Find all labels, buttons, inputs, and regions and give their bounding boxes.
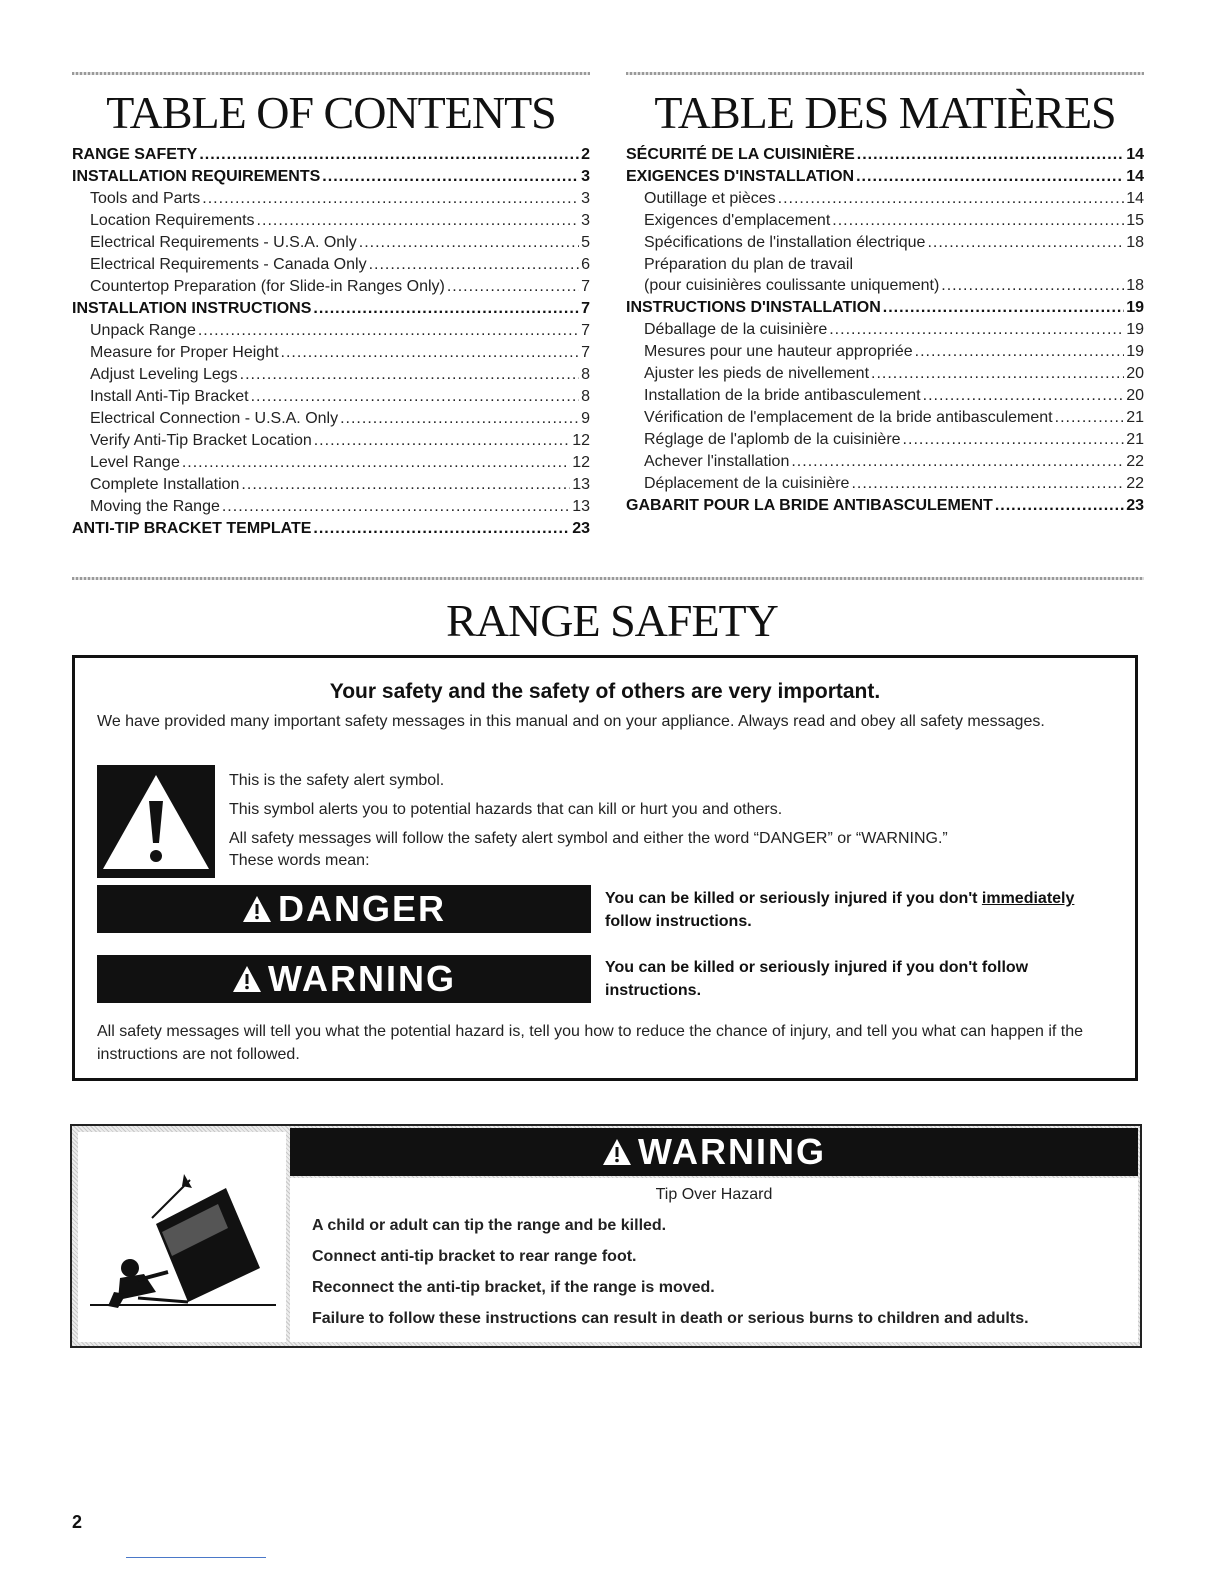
toc-en-entry <box>72 408 590 430</box>
safety-info-box <box>72 655 1138 1081</box>
toc-en-entry-page: 6 <box>581 256 590 273</box>
toc-en-entry-page: 3 <box>581 190 590 207</box>
toc-en-entry-leader <box>241 474 570 496</box>
toc-en-entry-label: Countertop Preparation (for Slide-in Ranges Only) <box>90 278 445 295</box>
tip-line-2: Connect anti-tip bracket to rear range foot. <box>312 1248 637 1265</box>
toc-fr-entry-leader <box>871 363 1124 385</box>
alert-line-1: This is the safety alert symbol. <box>229 772 445 789</box>
toc-fr-entry-label: Achever l'installation <box>644 453 790 470</box>
alert-line-4: These words mean: <box>229 852 370 869</box>
toc-fr-entry-page: 20 <box>1126 387 1144 404</box>
alert-line-2: This symbol alerts you to potential hazards that can kill or hurt you and others. <box>229 801 783 818</box>
toc-fr-entry <box>626 451 1144 473</box>
toc-fr-title: TABLE DES MATIÈRES <box>654 87 1116 138</box>
toc-fr-entry-leader <box>903 429 1125 451</box>
toc-en-entry-leader <box>199 144 579 166</box>
danger-label: DANGER <box>277 888 446 929</box>
toc-en-entry <box>72 518 590 540</box>
toc-fr-entry-label: Réglage de l'aplomb de la cuisinière <box>644 431 901 448</box>
toc-fr-entry-label: Exigences d'emplacement <box>644 212 831 229</box>
toc-fr-entry-label: INSTRUCTIONS D'INSTALLATION <box>626 299 881 316</box>
toc-en-entry-leader <box>222 496 570 518</box>
toc-fr-entry-page: 21 <box>1126 431 1144 448</box>
toc-en-entry <box>72 166 590 188</box>
toc-fr-entry-label: Déplacement de la cuisinière <box>644 475 850 492</box>
toc-fr-entry <box>626 495 1144 517</box>
tip-over-warning-box <box>70 1124 1142 1348</box>
toc-en-entry-page: 12 <box>572 454 590 471</box>
toc-fr-entry-page: 15 <box>1126 212 1144 229</box>
toc-en-entry-page: 7 <box>581 300 590 317</box>
tip-line-4: Failure to follow these instructions can result in death or serious burns to children and adults. <box>312 1310 1029 1327</box>
toc-en-entry <box>72 474 590 496</box>
toc-fr-entry-leader <box>857 144 1124 166</box>
toc-en-entry-leader <box>257 210 580 232</box>
toc-en-entry-label: Electrical Requirements - U.S.A. Only <box>90 234 357 251</box>
toc-en-entry <box>72 188 590 210</box>
page-number: 2 <box>72 1512 83 1532</box>
toc-en-entry-label: INSTALLATION INSTRUCTIONS <box>72 300 312 317</box>
toc-fr-entry-label: Vérification de l'emplacement de la bride antibasculement <box>644 409 1053 426</box>
danger-desc-part2: follow instructions. <box>605 913 752 930</box>
toc-fr-entry-leader <box>856 166 1124 188</box>
toc-fr-entry-label: GABARIT POUR LA BRIDE ANTIBASCULEMENT <box>626 497 993 514</box>
toc-en-entry-label: Electrical Connection - U.S.A. Only <box>90 410 339 427</box>
toc-fr-entry <box>626 385 1144 407</box>
toc-en-entry-label: Location Requirements <box>90 212 255 229</box>
toc-en-entry <box>72 232 590 254</box>
toc-fr-entry <box>626 166 1144 188</box>
range-safety-title: RANGE SAFETY <box>446 595 778 646</box>
toc-en-entry <box>72 496 590 518</box>
toc-fr-entry <box>626 341 1144 363</box>
toc-en-entry <box>72 210 590 232</box>
toc-en-entry-page: 2 <box>581 146 590 163</box>
safety-headline: Your safety and the safety of others are very important. <box>329 680 881 703</box>
toc-en-entry-page: 8 <box>581 388 590 405</box>
toc-fr-entry-leader <box>829 319 1124 341</box>
toc-en-entry <box>72 364 590 386</box>
toc-en-entry-label: Tools and Parts <box>90 190 201 207</box>
toc-en-entry-leader <box>359 232 579 254</box>
toc-fr-entry-label: SÉCURITÉ DE LA CUISINIÈRE <box>626 146 855 163</box>
danger-signal-bar <box>97 885 591 933</box>
safety-alert-icon <box>97 765 215 878</box>
toc-en-entry-leader <box>202 188 579 210</box>
toc-fr-entry-leader <box>927 232 1124 254</box>
toc-fr-list <box>626 144 1144 517</box>
toc-fr-entry-page: 23 <box>1126 497 1144 514</box>
toc-en-entry-page: 9 <box>581 410 590 427</box>
toc-en-entry-leader <box>369 254 580 276</box>
safety-intro: We have provided many important safety messages in this manual and on your appliance. Always read and obey all safety messages. <box>97 713 1045 730</box>
toc-fr-entry-page: 22 <box>1126 475 1144 492</box>
tip-line-3: Reconnect the anti-tip bracket, if the range is moved. <box>312 1279 715 1296</box>
toc-fr-entry <box>626 144 1144 166</box>
tip-over-illustration <box>78 1132 286 1342</box>
toc-fr-entry <box>626 232 1144 254</box>
toc-fr-entry-page: 21 <box>1126 409 1144 426</box>
danger-desc-emphasis: immediately <box>981 890 1075 907</box>
toc-en-entry-label: Measure for Proper Height <box>90 344 279 361</box>
toc-fr-entry-leader <box>941 275 1124 297</box>
toc-en-entry-label: ANTI-TIP BRACKET TEMPLATE <box>72 520 312 537</box>
toc-en-entry-label: INSTALLATION REQUIREMENTS <box>72 168 321 185</box>
tip-warning-alert-icon <box>602 1137 632 1167</box>
toc-fr-entry-label: Outillage et pièces <box>644 190 776 207</box>
alert-line-3: All safety messages will follow the safety alert symbol and either the word “DANGER” or “WARNING.” <box>229 830 948 847</box>
toc-fr-entry-label: Mesures pour une hauteur appropriée <box>644 343 913 360</box>
toc-en-entry-label: Verify Anti-Tip Bracket Location <box>90 432 312 449</box>
toc-fr-entry-leader <box>923 385 1125 407</box>
toc-en-entry-leader <box>198 320 579 342</box>
toc-en-entry-label: Complete Installation <box>90 476 240 493</box>
toc-fr-entry-leader <box>883 297 1124 319</box>
toc-en-title: TABLE OF CONTENTS <box>106 87 556 138</box>
toc-fr-entry <box>626 275 1144 297</box>
toc-fr-entry <box>626 319 1144 341</box>
toc-fr-entry-label: Ajuster les pieds de nivellement <box>644 365 870 382</box>
warning-alert-icon <box>232 964 262 994</box>
toc-en-entry-label: Install Anti-Tip Bracket <box>90 388 249 405</box>
toc-fr-entry <box>626 473 1144 495</box>
toc-en-entry <box>72 276 590 298</box>
toc-en-entry-leader <box>281 342 580 364</box>
danger-description <box>605 887 1135 933</box>
toc-fr-entry <box>626 254 1144 275</box>
toc-en-entry-page: 13 <box>572 476 590 493</box>
warning-signal-bar <box>97 955 591 1003</box>
footer-link-line <box>126 1557 266 1558</box>
toc-fr-entry-page: 18 <box>1126 234 1144 251</box>
toc-en-entry-leader <box>340 408 579 430</box>
tipping-range-icon <box>78 1132 286 1342</box>
toc-en-entry <box>72 386 590 408</box>
toc-en-entry-leader <box>322 166 579 188</box>
toc-fr-entry-label: Installation de la bride antibasculement <box>644 387 921 404</box>
toc-fr-entry-page: 22 <box>1126 453 1144 470</box>
toc-fr-entry <box>626 429 1144 451</box>
tip-over-subtitle: Tip Over Hazard <box>655 1186 773 1203</box>
toc-en-entry-page: 7 <box>581 322 590 339</box>
toc-fr-entry-leader <box>832 210 1124 232</box>
toc-fr-top-rule <box>626 72 1144 75</box>
toc-en-entry <box>72 254 590 276</box>
toc-fr-entry-label: EXIGENCES D'INSTALLATION <box>626 168 855 185</box>
toc-en-entry <box>72 144 590 166</box>
toc-fr-entry <box>626 188 1144 210</box>
toc-en-entry-leader <box>447 276 579 298</box>
toc-en-entry <box>72 320 590 342</box>
toc-en-entry-page: 23 <box>572 520 590 537</box>
toc-en-entry-page: 8 <box>581 366 590 383</box>
toc-fr-entry-page: 14 <box>1126 168 1144 185</box>
toc-en-entry-leader <box>313 518 570 540</box>
toc-fr-entry-label: Préparation du plan de travail <box>644 256 854 273</box>
toc-en-entry-page: 7 <box>581 278 590 295</box>
toc-en-entry-leader <box>240 364 579 386</box>
toc-fr-entry-page: 14 <box>1126 190 1144 207</box>
toc-fr-entry <box>626 210 1144 232</box>
tip-over-warning-header <box>290 1128 1138 1176</box>
toc-en-entry-label: Electrical Requirements - Canada Only <box>90 256 367 273</box>
toc-en-entry <box>72 430 590 452</box>
toc-en-entry-label: Level Range <box>90 454 180 471</box>
toc-en-entry-leader <box>314 430 570 452</box>
toc-en-entry-page: 7 <box>581 344 590 361</box>
section-rule <box>72 577 1144 580</box>
toc-fr-entry-page: 19 <box>1126 299 1144 316</box>
toc-en-entry-label: Unpack Range <box>90 322 196 339</box>
danger-alert-icon <box>242 894 272 924</box>
toc-fr-entry <box>626 297 1144 319</box>
toc-en-entry-leader <box>182 452 570 474</box>
toc-en-entry <box>72 452 590 474</box>
toc-fr-entry-leader <box>851 473 1124 495</box>
toc-fr-entry-label: Spécifications de l'installation électrique <box>644 234 926 251</box>
safety-closing: All safety messages will tell you what the potential hazard is, tell you how to reduce the chance of injury, and tell you what can happen if the instructions are not followed. <box>97 1023 1084 1063</box>
toc-fr-entry <box>626 407 1144 429</box>
toc-en-entry-label: Adjust Leveling Legs <box>90 366 238 383</box>
warning-description: You can be killed or seriously injured if you don't follow instructions. <box>605 959 1029 999</box>
toc-en-top-rule <box>72 72 590 75</box>
toc-en-entry <box>72 342 590 364</box>
warning-label: WARNING <box>268 958 456 999</box>
tip-over-warning-body <box>290 1178 1138 1342</box>
tip-line-1: A child or adult can tip the range and be killed. <box>312 1217 667 1234</box>
toc-en-entry-label: RANGE SAFETY <box>72 146 198 163</box>
danger-desc-part1: You can be killed or seriously injured if you don't <box>605 890 982 907</box>
toc-en-entry-leader <box>313 298 579 320</box>
toc-en-list <box>72 144 590 540</box>
toc-fr-entry-page: 19 <box>1126 321 1144 338</box>
toc-en-entry-label: Moving the Range <box>90 498 220 515</box>
toc-fr-entry-leader <box>778 188 1125 210</box>
toc-fr-entry-page: 20 <box>1126 365 1144 382</box>
toc-fr-entry-leader <box>791 451 1124 473</box>
toc-en-entry-page: 3 <box>581 168 590 185</box>
toc-en-entry-page: 5 <box>581 234 590 251</box>
toc-fr-entry-page: 14 <box>1126 146 1144 163</box>
toc-fr-entry-leader <box>915 341 1125 363</box>
toc-fr-entry-label: Déballage de la cuisinière <box>644 321 828 338</box>
toc-fr-entry-page: 18 <box>1126 277 1144 294</box>
toc-en-entry <box>72 298 590 320</box>
toc-en-entry-page: 3 <box>581 212 590 229</box>
toc-en-entry-page: 13 <box>572 498 590 515</box>
toc-fr-entry-leader <box>995 495 1124 517</box>
toc-fr-entry-leader <box>1055 407 1125 429</box>
toc-fr-entry-page: 19 <box>1126 343 1144 360</box>
toc-en-entry-leader <box>251 386 580 408</box>
toc-fr-entry-label: (pour cuisinières coulissante uniquement) <box>644 277 940 294</box>
toc-fr-entry <box>626 363 1144 385</box>
toc-en-entry-page: 12 <box>572 432 590 449</box>
tip-warning-label: WARNING <box>638 1131 826 1172</box>
